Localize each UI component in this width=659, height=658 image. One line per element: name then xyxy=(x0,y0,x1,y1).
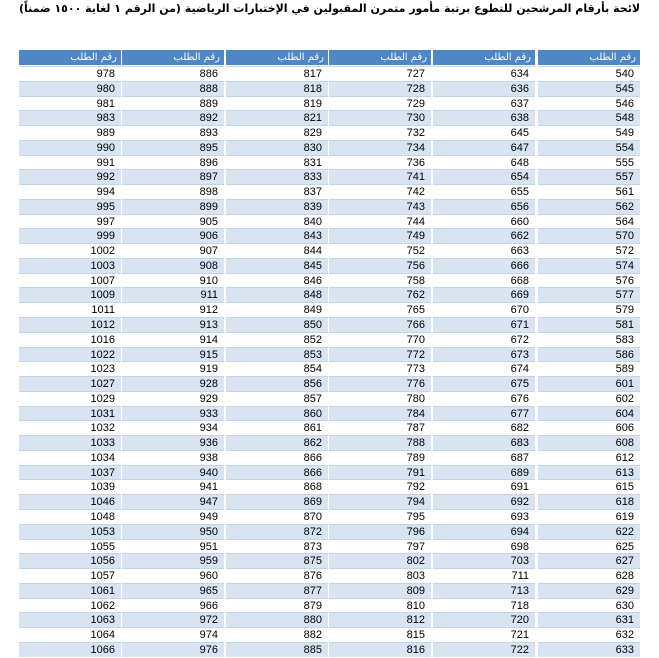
application-number-cell: 895 xyxy=(122,140,224,155)
application-number-cell: 845 xyxy=(226,258,328,273)
application-number-cell: 960 xyxy=(122,568,224,583)
application-number-cell: 601 xyxy=(538,376,640,391)
application-number-cell: 892 xyxy=(122,110,224,125)
application-number-cell: 677 xyxy=(433,406,535,421)
application-number-cell: 632 xyxy=(538,627,640,642)
application-number-cell: 947 xyxy=(122,494,224,509)
application-number-cell: 577 xyxy=(538,287,640,302)
application-number-cell: 561 xyxy=(538,184,640,199)
application-number-cell: 803 xyxy=(329,568,431,583)
application-number-cell: 1034 xyxy=(19,450,121,465)
column-header: رقم الطلب xyxy=(19,50,121,66)
application-number-cell: 862 xyxy=(226,435,328,450)
application-number-cell: 663 xyxy=(433,243,535,258)
application-number-cell: 1062 xyxy=(19,598,121,613)
application-number-cell: 791 xyxy=(329,465,431,480)
application-number-cell: 981 xyxy=(19,96,121,111)
application-number-cell: 976 xyxy=(122,642,224,657)
number-column xyxy=(433,50,535,657)
application-number-cell: 744 xyxy=(329,214,431,229)
application-number-cell: 840 xyxy=(226,214,328,229)
application-number-cell: 762 xyxy=(329,287,431,302)
application-number-cell: 692 xyxy=(433,494,535,509)
application-number-cell: 866 xyxy=(226,465,328,480)
application-number-cell: 853 xyxy=(226,347,328,362)
application-number-cell: 655 xyxy=(433,184,535,199)
application-number-cell: 886 xyxy=(122,66,224,81)
application-number-cell: 1029 xyxy=(19,391,121,406)
application-number-cell: 602 xyxy=(538,391,640,406)
application-number-cell: 882 xyxy=(226,627,328,642)
application-number-cell: 1066 xyxy=(19,642,121,657)
column-body xyxy=(433,66,535,657)
application-number-cell: 606 xyxy=(538,420,640,435)
application-number-cell: 999 xyxy=(19,228,121,243)
application-number-cell: 752 xyxy=(329,243,431,258)
application-number-cell: 675 xyxy=(433,376,535,391)
application-number-cell: 581 xyxy=(538,317,640,332)
application-number-cell: 1012 xyxy=(19,317,121,332)
application-number-cell: 780 xyxy=(329,391,431,406)
application-number-cell: 630 xyxy=(538,598,640,613)
application-number-cell: 837 xyxy=(226,184,328,199)
application-number-cell: 613 xyxy=(538,465,640,480)
column-header: رقم الطلب xyxy=(226,50,328,66)
application-number-cell: 897 xyxy=(122,169,224,184)
application-number-cell: 1009 xyxy=(19,287,121,302)
application-number-cell: 612 xyxy=(538,450,640,465)
application-number-cell: 773 xyxy=(329,361,431,376)
application-number-cell: 756 xyxy=(329,258,431,273)
application-number-cell: 622 xyxy=(538,524,640,539)
application-number-cell: 810 xyxy=(329,598,431,613)
application-number-cell: 549 xyxy=(538,125,640,140)
application-number-cell: 689 xyxy=(433,465,535,480)
application-number-cell: 929 xyxy=(122,391,224,406)
application-number-cell: 562 xyxy=(538,199,640,214)
application-number-cell: 683 xyxy=(433,435,535,450)
application-number-cell: 766 xyxy=(329,317,431,332)
application-number-cell: 966 xyxy=(122,598,224,613)
application-number-cell: 941 xyxy=(122,479,224,494)
number-column xyxy=(19,50,121,657)
application-number-cell: 687 xyxy=(433,450,535,465)
application-number-cell: 1011 xyxy=(19,302,121,317)
application-number-cell: 670 xyxy=(433,302,535,317)
number-column xyxy=(538,50,640,657)
application-number-cell: 660 xyxy=(433,214,535,229)
application-number-cell: 795 xyxy=(329,509,431,524)
application-number-cell: 889 xyxy=(122,96,224,111)
application-number-cell: 893 xyxy=(122,125,224,140)
application-number-cell: 846 xyxy=(226,273,328,288)
application-number-cell: 888 xyxy=(122,81,224,96)
application-number-cell: 564 xyxy=(538,214,640,229)
application-number-cell: 919 xyxy=(122,361,224,376)
application-number-cell: 1003 xyxy=(19,258,121,273)
application-number-cell: 877 xyxy=(226,583,328,598)
application-number-cell: 850 xyxy=(226,317,328,332)
application-number-cell: 997 xyxy=(19,214,121,229)
application-number-cell: 794 xyxy=(329,494,431,509)
application-number-cell: 1031 xyxy=(19,406,121,421)
application-number-cell: 872 xyxy=(226,524,328,539)
column-body xyxy=(122,66,224,657)
application-number-cell: 548 xyxy=(538,110,640,125)
application-number-cell: 703 xyxy=(433,553,535,568)
application-number-cell: 792 xyxy=(329,479,431,494)
application-number-cell: 911 xyxy=(122,287,224,302)
application-number-cell: 572 xyxy=(538,243,640,258)
application-number-cell: 789 xyxy=(329,450,431,465)
application-number-cell: 934 xyxy=(122,420,224,435)
application-number-cell: 732 xyxy=(329,125,431,140)
application-number-cell: 950 xyxy=(122,524,224,539)
application-number-cell: 618 xyxy=(538,494,640,509)
application-number-cell: 741 xyxy=(329,169,431,184)
application-number-cell: 729 xyxy=(329,96,431,111)
column-header: رقم الطلب xyxy=(433,50,535,66)
application-number-cell: 933 xyxy=(122,406,224,421)
application-number-cell: 784 xyxy=(329,406,431,421)
application-number-cell: 589 xyxy=(538,361,640,376)
application-number-cell: 907 xyxy=(122,243,224,258)
application-number-cell: 579 xyxy=(538,302,640,317)
application-number-cell: 636 xyxy=(433,81,535,96)
column-header: رقم الطلب xyxy=(329,50,431,66)
application-number-cell: 839 xyxy=(226,199,328,214)
application-number-cell: 711 xyxy=(433,568,535,583)
application-number-cell: 1063 xyxy=(19,612,121,627)
application-number-cell: 727 xyxy=(329,66,431,81)
application-number-cell: 1064 xyxy=(19,627,121,642)
application-number-cell: 873 xyxy=(226,539,328,554)
page-title: لائحة بأرقام المرشحين للتطوع برتبة مأمور متمرن المقبولين في الإختبارات الرياضية (من الرقم ١ لغاية ١٥٠٠ ضمناً) xyxy=(18,2,641,15)
application-number-cell: 843 xyxy=(226,228,328,243)
application-number-cell: 974 xyxy=(122,627,224,642)
application-number-cell: 631 xyxy=(538,612,640,627)
application-number-cell: 713 xyxy=(433,583,535,598)
application-number-cell: 676 xyxy=(433,391,535,406)
application-number-cell: 734 xyxy=(329,140,431,155)
application-number-cell: 830 xyxy=(226,140,328,155)
application-number-cell: 720 xyxy=(433,612,535,627)
application-number-cell: 875 xyxy=(226,553,328,568)
application-number-cell: 1056 xyxy=(19,553,121,568)
application-number-cell: 870 xyxy=(226,509,328,524)
application-number-cell: 796 xyxy=(329,524,431,539)
number-column xyxy=(329,50,431,657)
application-number-cell: 540 xyxy=(538,66,640,81)
application-number-cell: 615 xyxy=(538,479,640,494)
application-number-cell: 1048 xyxy=(19,509,121,524)
application-number-cell: 604 xyxy=(538,406,640,421)
application-number-cell: 555 xyxy=(538,155,640,170)
application-number-cell: 718 xyxy=(433,598,535,613)
application-number-cell: 668 xyxy=(433,273,535,288)
application-number-cell: 669 xyxy=(433,287,535,302)
column-body xyxy=(538,66,640,657)
number-column xyxy=(226,50,328,657)
application-number-cell: 868 xyxy=(226,479,328,494)
application-number-cell: 797 xyxy=(329,539,431,554)
application-number-cell: 1057 xyxy=(19,568,121,583)
application-number-cell: 992 xyxy=(19,169,121,184)
application-number-cell: 928 xyxy=(122,376,224,391)
application-number-cell: 821 xyxy=(226,110,328,125)
application-number-cell: 983 xyxy=(19,110,121,125)
application-number-cell: 908 xyxy=(122,258,224,273)
application-number-cell: 758 xyxy=(329,273,431,288)
application-number-cell: 818 xyxy=(226,81,328,96)
application-number-cell: 546 xyxy=(538,96,640,111)
application-number-cell: 627 xyxy=(538,553,640,568)
application-number-cell: 905 xyxy=(122,214,224,229)
application-number-cell: 833 xyxy=(226,169,328,184)
application-number-cell: 554 xyxy=(538,140,640,155)
application-number-cell: 673 xyxy=(433,347,535,362)
application-number-cell: 743 xyxy=(329,199,431,214)
application-number-cell: 852 xyxy=(226,332,328,347)
application-number-cell: 980 xyxy=(19,81,121,96)
application-number-cell: 728 xyxy=(329,81,431,96)
application-number-cell: 876 xyxy=(226,568,328,583)
application-number-cell: 1023 xyxy=(19,361,121,376)
application-number-cell: 1033 xyxy=(19,435,121,450)
application-number-cell: 1002 xyxy=(19,243,121,258)
application-number-cell: 742 xyxy=(329,184,431,199)
application-number-cell: 913 xyxy=(122,317,224,332)
application-number-cell: 788 xyxy=(329,435,431,450)
application-number-cell: 896 xyxy=(122,155,224,170)
application-number-cell: 951 xyxy=(122,539,224,554)
application-number-cell: 972 xyxy=(122,612,224,627)
application-number-cell: 844 xyxy=(226,243,328,258)
application-number-cell: 570 xyxy=(538,228,640,243)
application-number-cell: 848 xyxy=(226,287,328,302)
application-number-cell: 608 xyxy=(538,435,640,450)
application-number-cell: 633 xyxy=(538,642,640,657)
application-number-cell: 682 xyxy=(433,420,535,435)
application-number-cell: 809 xyxy=(329,583,431,598)
application-number-cell: 1055 xyxy=(19,539,121,554)
application-number-cell: 812 xyxy=(329,612,431,627)
application-number-cell: 815 xyxy=(329,627,431,642)
application-number-cell: 698 xyxy=(433,539,535,554)
application-number-cell: 959 xyxy=(122,553,224,568)
application-number-cell: 949 xyxy=(122,509,224,524)
application-number-cell: 730 xyxy=(329,110,431,125)
application-number-cell: 583 xyxy=(538,332,640,347)
application-number-cell: 634 xyxy=(433,66,535,81)
application-number-cell: 965 xyxy=(122,583,224,598)
application-number-cell: 654 xyxy=(433,169,535,184)
application-number-cell: 656 xyxy=(433,199,535,214)
application-number-cell: 915 xyxy=(122,347,224,362)
application-number-cell: 899 xyxy=(122,199,224,214)
number-column xyxy=(122,50,224,657)
application-number-cell: 557 xyxy=(538,169,640,184)
application-number-cell: 854 xyxy=(226,361,328,376)
application-number-cell: 1032 xyxy=(19,420,121,435)
application-number-cell: 1022 xyxy=(19,347,121,362)
application-number-cell: 722 xyxy=(433,642,535,657)
application-number-cell: 940 xyxy=(122,465,224,480)
application-number-cell: 831 xyxy=(226,155,328,170)
application-number-cell: 914 xyxy=(122,332,224,347)
application-number-cell: 691 xyxy=(433,479,535,494)
application-number-cell: 625 xyxy=(538,539,640,554)
application-number-cell: 802 xyxy=(329,553,431,568)
application-number-cell: 629 xyxy=(538,583,640,598)
application-number-cell: 898 xyxy=(122,184,224,199)
application-number-cell: 857 xyxy=(226,391,328,406)
application-number-cell: 880 xyxy=(226,612,328,627)
application-number-cell: 721 xyxy=(433,627,535,642)
application-number-cell: 1046 xyxy=(19,494,121,509)
application-number-cell: 648 xyxy=(433,155,535,170)
application-number-cell: 1053 xyxy=(19,524,121,539)
application-number-cell: 1016 xyxy=(19,332,121,347)
application-number-cell: 869 xyxy=(226,494,328,509)
application-number-cell: 860 xyxy=(226,406,328,421)
application-number-cell: 885 xyxy=(226,642,328,657)
column-body xyxy=(329,66,431,657)
application-number-cell: 619 xyxy=(538,509,640,524)
column-body xyxy=(19,66,121,657)
application-number-cell: 861 xyxy=(226,420,328,435)
application-number-cell: 586 xyxy=(538,347,640,362)
application-number-cell: 638 xyxy=(433,110,535,125)
application-number-cell: 772 xyxy=(329,347,431,362)
application-number-cell: 545 xyxy=(538,81,640,96)
application-number-cell: 770 xyxy=(329,332,431,347)
application-number-cell: 910 xyxy=(122,273,224,288)
application-number-cell: 637 xyxy=(433,96,535,111)
application-number-cell: 662 xyxy=(433,228,535,243)
application-number-cell: 674 xyxy=(433,361,535,376)
application-number-cell: 1027 xyxy=(19,376,121,391)
application-number-cell: 666 xyxy=(433,258,535,273)
application-number-cell: 906 xyxy=(122,228,224,243)
application-number-cell: 574 xyxy=(538,258,640,273)
application-number-cell: 856 xyxy=(226,376,328,391)
column-header: رقم الطلب xyxy=(122,50,224,66)
application-number-cell: 936 xyxy=(122,435,224,450)
application-number-cell: 989 xyxy=(19,125,121,140)
application-number-cell: 645 xyxy=(433,125,535,140)
application-number-cell: 938 xyxy=(122,450,224,465)
application-number-cell: 816 xyxy=(329,642,431,657)
column-body xyxy=(226,66,328,657)
application-number-cell: 1007 xyxy=(19,273,121,288)
application-number-cell: 991 xyxy=(19,155,121,170)
application-number-cell: 879 xyxy=(226,598,328,613)
application-number-cell: 694 xyxy=(433,524,535,539)
application-number-cell: 671 xyxy=(433,317,535,332)
application-number-cell: 647 xyxy=(433,140,535,155)
application-number-cell: 912 xyxy=(122,302,224,317)
application-number-cell: 1061 xyxy=(19,583,121,598)
application-number-cell: 990 xyxy=(19,140,121,155)
application-number-cell: 736 xyxy=(329,155,431,170)
application-number-cell: 628 xyxy=(538,568,640,583)
application-number-cell: 994 xyxy=(19,184,121,199)
application-number-cell: 672 xyxy=(433,332,535,347)
application-number-cell: 819 xyxy=(226,96,328,111)
application-number-cell: 849 xyxy=(226,302,328,317)
application-number-cell: 787 xyxy=(329,420,431,435)
application-number-cell: 749 xyxy=(329,228,431,243)
application-number-cell: 829 xyxy=(226,125,328,140)
application-number-cell: 765 xyxy=(329,302,431,317)
application-number-cell: 776 xyxy=(329,376,431,391)
application-number-cell: 693 xyxy=(433,509,535,524)
application-number-cell: 1037 xyxy=(19,465,121,480)
column-header: رقم الطلب xyxy=(538,50,640,66)
application-number-cell: 995 xyxy=(19,199,121,214)
application-number-cell: 866 xyxy=(226,450,328,465)
application-number-cell: 978 xyxy=(19,66,121,81)
application-number-cell: 817 xyxy=(226,66,328,81)
application-number-cell: 1039 xyxy=(19,479,121,494)
application-number-cell: 576 xyxy=(538,273,640,288)
